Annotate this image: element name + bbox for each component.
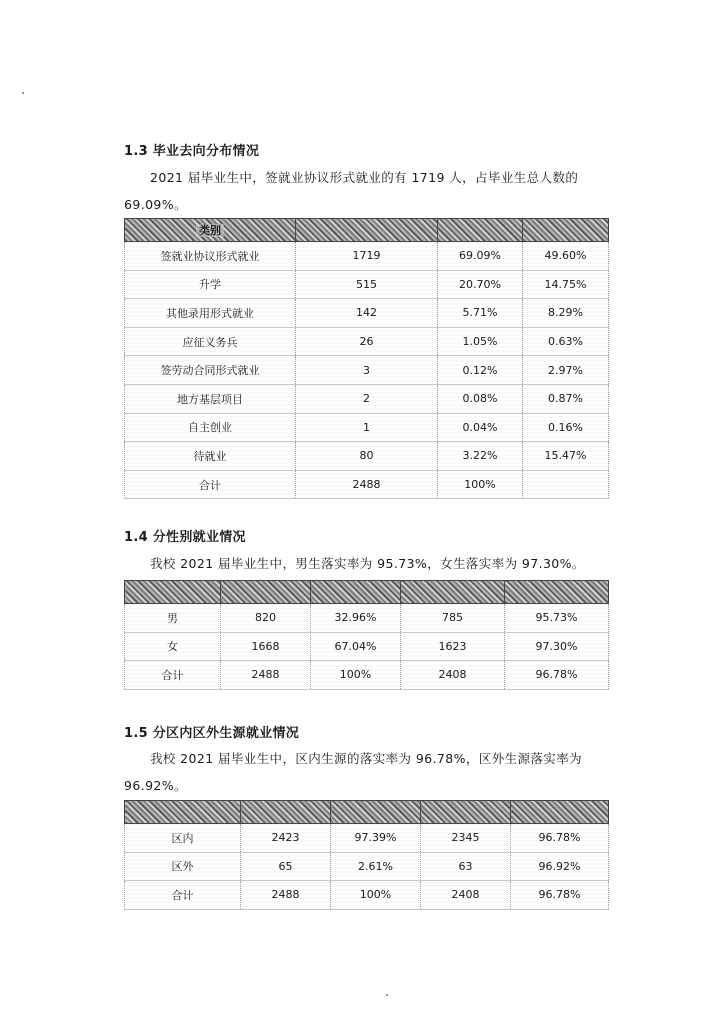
table-cell: 142 xyxy=(296,299,438,328)
table-cell: 14.75% xyxy=(523,270,609,299)
table-cell: 男 xyxy=(125,604,221,633)
table-cell: 其他录用形式就业 xyxy=(125,299,296,328)
table-cell: 95.73% xyxy=(505,604,609,633)
section-paragraph-1-3 xyxy=(124,164,610,218)
table-cell: 8.29% xyxy=(523,299,609,328)
header-cell xyxy=(523,219,609,242)
header-cell xyxy=(438,219,523,242)
table-cell: 65 xyxy=(241,852,331,881)
table-row xyxy=(125,442,609,471)
paragraph-line-2: 96.92%。 xyxy=(124,778,187,793)
table-cell: 97.30% xyxy=(505,632,609,661)
table-row xyxy=(125,270,609,299)
table-cell: 女 xyxy=(125,632,221,661)
table-cell: 69.09% xyxy=(438,242,523,271)
table-header-row xyxy=(125,581,609,604)
table-cell: 1.05% xyxy=(438,327,523,356)
table-cell: 96.78% xyxy=(511,824,609,853)
table-cell: 515 xyxy=(296,270,438,299)
table-cell: 区外 xyxy=(125,852,241,881)
table-row xyxy=(125,413,609,442)
table-cell: 80 xyxy=(296,442,438,471)
header-cell xyxy=(421,801,511,824)
table-cell: 2.61% xyxy=(331,852,421,881)
header-cell xyxy=(331,801,421,824)
table-cell: 地方基层项目 xyxy=(125,384,296,413)
table-row xyxy=(125,852,609,881)
scan-speck xyxy=(22,92,24,94)
table-cell: 2488 xyxy=(221,661,311,690)
table-cell: 49.60% xyxy=(523,242,609,271)
paragraph-line-1: 我校 2021 届毕业生中，男生落实率为 95.73%，女生落实率为 97.30%。 xyxy=(150,556,585,571)
table-cell: 签劳动合同形式就业 xyxy=(125,356,296,385)
table-cell: 67.04% xyxy=(311,632,401,661)
header-cell: 类别 xyxy=(125,219,296,242)
table-cell: 0.16% xyxy=(523,413,609,442)
table-cell: 20.70% xyxy=(438,270,523,299)
table-cell xyxy=(523,470,609,499)
section-heading-1-4: 1.4 分性别就业情况 xyxy=(124,530,246,545)
table-cell: 15.47% xyxy=(523,442,609,471)
table-cell: 应征义务兵 xyxy=(125,327,296,356)
header-cell xyxy=(311,581,401,604)
header-cell xyxy=(511,801,609,824)
table-row xyxy=(125,327,609,356)
table-cell: 0.04% xyxy=(438,413,523,442)
table-cell: 63 xyxy=(421,852,511,881)
table-cell: 0.87% xyxy=(523,384,609,413)
region-employment-table xyxy=(124,800,609,910)
paragraph-line-1: 2021 届毕业生中，签就业协议形式就业的有 1719 人，占毕业生总人数的 xyxy=(150,170,579,185)
section-heading-1-5: 1.5 分区内区外生源就业情况 xyxy=(124,726,300,741)
table-cell: 2488 xyxy=(296,470,438,499)
table-cell: 区内 xyxy=(125,824,241,853)
table-cell: 96.78% xyxy=(511,881,609,910)
paragraph-line-1: 我校 2021 届毕业生中，区内生源的落实率为 96.78%，区外生源落实率为 xyxy=(150,751,582,766)
table-header-row xyxy=(125,219,609,242)
table-row xyxy=(125,299,609,328)
header-cell xyxy=(401,581,505,604)
table-cell: 1668 xyxy=(221,632,311,661)
header-cell xyxy=(241,801,331,824)
table-cell: 2408 xyxy=(401,661,505,690)
table-cell: 2.97% xyxy=(523,356,609,385)
table-cell: 自主创业 xyxy=(125,413,296,442)
header-cell xyxy=(125,801,241,824)
table-cell: 785 xyxy=(401,604,505,633)
header-cell xyxy=(125,581,221,604)
table-cell: 100% xyxy=(331,881,421,910)
table-row-total xyxy=(125,470,609,499)
table-cell: 合计 xyxy=(125,470,296,499)
destination-distribution-table xyxy=(124,218,609,499)
table-row xyxy=(125,604,609,633)
section-paragraph-1-4 xyxy=(124,550,610,577)
header-cell xyxy=(296,219,438,242)
table-row xyxy=(125,384,609,413)
table-cell: 1623 xyxy=(401,632,505,661)
table-cell: 0.08% xyxy=(438,384,523,413)
header-cell xyxy=(221,581,311,604)
table-cell: 3 xyxy=(296,356,438,385)
table-cell: 97.39% xyxy=(331,824,421,853)
gender-employment-table xyxy=(124,580,609,690)
table-cell: 1 xyxy=(296,413,438,442)
header-cell xyxy=(505,581,609,604)
scan-speck xyxy=(386,994,388,996)
table-cell: 0.12% xyxy=(438,356,523,385)
table-cell: 合计 xyxy=(125,661,221,690)
table-row-total xyxy=(125,881,609,910)
table-cell: 26 xyxy=(296,327,438,356)
table-row xyxy=(125,356,609,385)
table-cell: 2488 xyxy=(241,881,331,910)
table-cell: 820 xyxy=(221,604,311,633)
table-cell: 32.96% xyxy=(311,604,401,633)
table-cell: 签就业协议形式就业 xyxy=(125,242,296,271)
table-header-row xyxy=(125,801,609,824)
table-cell: 0.63% xyxy=(523,327,609,356)
table-cell: 1719 xyxy=(296,242,438,271)
table-cell: 100% xyxy=(438,470,523,499)
table-cell: 2 xyxy=(296,384,438,413)
table-cell: 待就业 xyxy=(125,442,296,471)
table-cell: 2423 xyxy=(241,824,331,853)
table-cell: 3.22% xyxy=(438,442,523,471)
paragraph-line-2: 69.09%。 xyxy=(124,197,187,212)
table-row xyxy=(125,632,609,661)
table-cell: 100% xyxy=(311,661,401,690)
section-heading-1-3: 1.3 毕业去向分布情况 xyxy=(124,144,260,159)
table-row xyxy=(125,242,609,271)
table-cell: 合计 xyxy=(125,881,241,910)
table-row-total xyxy=(125,661,609,690)
table-row xyxy=(125,824,609,853)
table-cell: 96.78% xyxy=(505,661,609,690)
table-cell: 升学 xyxy=(125,270,296,299)
table-cell: 2345 xyxy=(421,824,511,853)
table-cell: 5.71% xyxy=(438,299,523,328)
section-paragraph-1-5 xyxy=(124,745,610,799)
table-cell: 2408 xyxy=(421,881,511,910)
table-cell: 96.92% xyxy=(511,852,609,881)
